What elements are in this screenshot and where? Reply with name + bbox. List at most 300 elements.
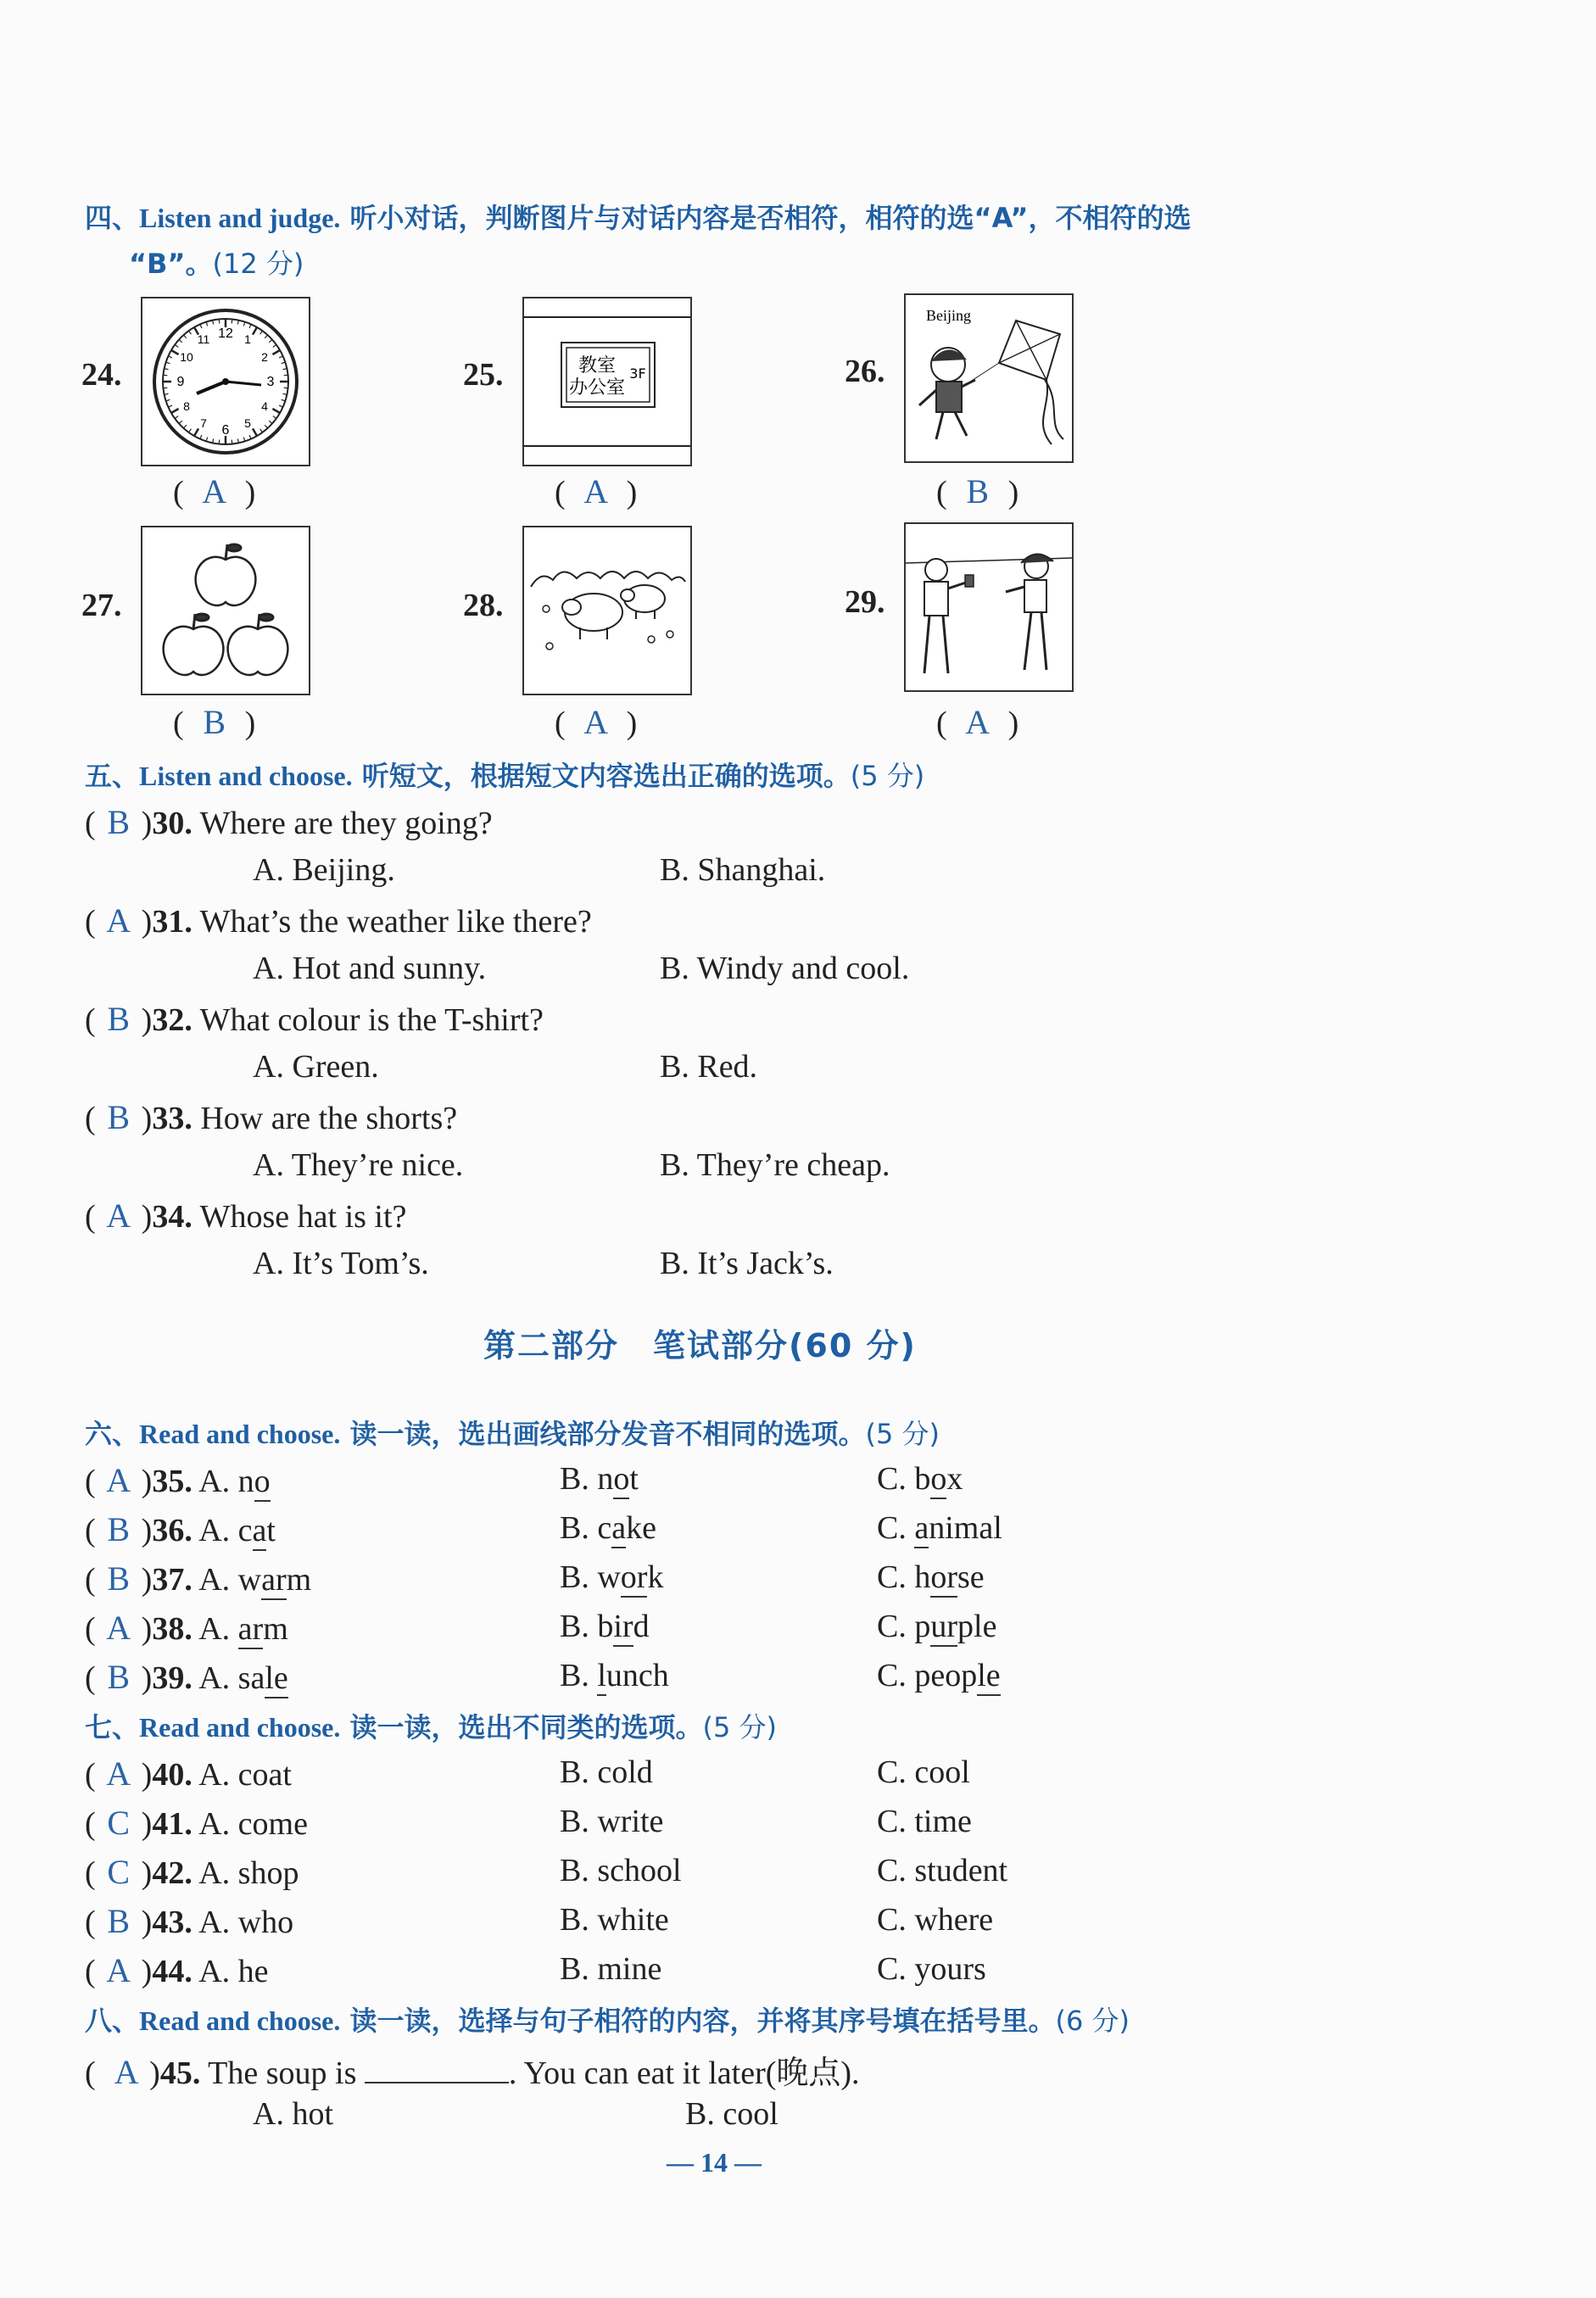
section-number: 六、: [85, 1418, 140, 1450]
answer-paren-close: ): [141, 1101, 153, 1136]
answer-paren-open: (: [85, 1464, 96, 1499]
kite-caption: Beijing: [926, 307, 971, 324]
option-text: B.: [560, 1658, 598, 1693]
option-a: A. who: [198, 1905, 294, 1940]
option-a: A. Green.: [253, 1049, 379, 1085]
underlined-letters: o: [930, 1461, 946, 1499]
picture-question-number: 25.: [463, 357, 504, 393]
question-text: Where are they going?: [199, 806, 493, 841]
clock-tick: [265, 335, 267, 338]
question-row: [85, 1608, 288, 1648]
answer-paren-open: (: [936, 706, 947, 741]
clock-tick: [166, 362, 170, 364]
answer-mark: C: [107, 1853, 130, 1891]
sign-line-2: 办公室: [568, 377, 626, 399]
option-b: [560, 1509, 656, 1547]
clock-tick: [243, 322, 245, 326]
answer-paren-open: (: [85, 1806, 96, 1842]
option-text: t: [266, 1513, 276, 1548]
answer-paren-close: ): [141, 1513, 153, 1548]
section-number: 五、: [85, 760, 140, 792]
option-text: A. n: [198, 1464, 254, 1499]
svg-text:8: 8: [183, 399, 190, 413]
question-row: [85, 1803, 308, 1843]
question-number: 45.: [159, 2055, 201, 2091]
clock-tick: [171, 350, 179, 354]
picture-28: [522, 526, 692, 695]
question-text: What’s the weather like there?: [199, 904, 592, 940]
question-row: [85, 999, 544, 1039]
question-row: [85, 1950, 269, 1990]
answer-paren-open: (: [173, 475, 184, 510]
question-row: [85, 1097, 457, 1137]
answer-paren-close: ): [626, 475, 638, 510]
option-text: t: [629, 1461, 639, 1497]
answer-paren-open: (: [85, 1757, 96, 1793]
section-title-en: Read and choose.: [139, 1419, 341, 1449]
section-4-heading-cont: [129, 243, 304, 282]
picture-answer: [936, 471, 1046, 511]
picture-25: [522, 297, 692, 466]
sign-line-1: 教室: [578, 355, 617, 376]
answer-paren-open: (: [555, 706, 566, 741]
question-number: 42.: [152, 1855, 193, 1891]
option-a: [198, 1611, 288, 1649]
answer-mark: A: [106, 1951, 131, 1989]
answer-mark: A: [114, 2053, 139, 2091]
clock-tick: [189, 331, 192, 334]
option-c: C. student: [877, 1853, 1008, 1888]
clock-tick: [179, 421, 182, 423]
clock-tick: [253, 327, 257, 335]
option-text: m: [286, 1562, 312, 1598]
clock-tick: [249, 435, 251, 439]
clock-tick: [171, 409, 179, 413]
answer-mark: A: [106, 1754, 131, 1793]
clock-icon: [142, 298, 309, 465]
clock-tick: [206, 322, 208, 326]
clock-tick: [279, 356, 283, 358]
svg-text:1: 1: [244, 332, 251, 346]
clock-tick: [284, 375, 288, 376]
option-text: B. w: [560, 1559, 621, 1595]
answer-mark: A: [106, 1461, 131, 1499]
clock-tick: [273, 416, 276, 419]
section-points: (5 分): [850, 760, 925, 792]
question-row: [85, 1852, 299, 1892]
svg-text:7: 7: [200, 416, 207, 430]
answer-mark: A: [202, 472, 227, 510]
picture-answer: [173, 471, 283, 511]
answer-paren-open: (: [85, 904, 96, 940]
option-a: A. They’re nice.: [253, 1147, 464, 1183]
option-text: A. w: [198, 1562, 262, 1598]
svg-text:4: 4: [261, 399, 268, 413]
question-row: [85, 1509, 276, 1549]
section-title-en: Read and choose.: [139, 2005, 341, 2036]
option-text: C. p: [877, 1609, 931, 1644]
option-text: ple: [957, 1609, 997, 1644]
underlined-letters: o: [254, 1464, 271, 1502]
question-number: 39.: [152, 1660, 193, 1696]
option-b: B. white: [560, 1902, 669, 1938]
section-points: (5 分): [702, 1711, 778, 1743]
answer-paren-close: ): [141, 1757, 153, 1793]
clock-tick: [175, 416, 178, 419]
sheep-icon: [524, 527, 690, 694]
section-instructions: 读一读，选出不同类的选项。: [349, 1711, 703, 1743]
question-text: Whose hat is it?: [199, 1199, 407, 1235]
option-b: [560, 1608, 650, 1645]
section-6-heading: [85, 1413, 940, 1452]
picture-question-number: 28.: [463, 588, 504, 623]
section-instructions: 听小对话，判断图片与对话内容是否相符，相符的选“A”，不相符的选: [349, 202, 1191, 234]
svg-text:3: 3: [266, 375, 275, 389]
section-points: (6 分): [1055, 2005, 1130, 2037]
option-b: B. Shanghai.: [660, 852, 826, 888]
option-text: se: [957, 1559, 985, 1595]
answer-paren-close: ): [141, 1464, 153, 1499]
question-row: [85, 1901, 293, 1941]
picture-question-number: 29.: [845, 584, 885, 620]
question-number: 44.: [152, 1954, 193, 1989]
option-text: C.: [877, 1510, 915, 1546]
picture-question-number: 26.: [845, 354, 885, 389]
answer-mark: B: [203, 703, 226, 741]
answer-paren-open: (: [85, 1660, 96, 1696]
picture-answer: [173, 702, 283, 742]
question-row: [85, 1559, 311, 1598]
option-a: A. shop: [198, 1855, 299, 1891]
answer-mark: A: [106, 1196, 131, 1235]
question-row: [85, 802, 493, 842]
question-number: 30.: [152, 806, 193, 841]
clock-tick: [183, 425, 186, 428]
apples-icon: [142, 527, 309, 694]
option-text: k: [647, 1559, 664, 1595]
answer-mark: A: [583, 703, 609, 741]
page-number: — 14 —: [667, 2147, 762, 2178]
option-a: [198, 1562, 311, 1600]
answer-paren-close: ): [141, 1806, 153, 1842]
clock-tick: [273, 345, 276, 348]
svg-text:2: 2: [261, 350, 268, 364]
question-number: 40.: [152, 1757, 193, 1793]
section-title-en: Listen and judge.: [139, 203, 341, 233]
picture-answer: [555, 471, 665, 511]
clock-tick: [253, 428, 257, 436]
option-text: nimal: [929, 1510, 1002, 1546]
underlined-letters: ir: [613, 1609, 633, 1647]
underlined-letters: o: [613, 1461, 629, 1499]
clock-tick: [168, 405, 172, 407]
underlined-letters: ar: [238, 1611, 264, 1649]
clock-tick: [200, 324, 202, 328]
underlined-letters: or: [930, 1559, 957, 1598]
underlined-letters: a: [253, 1513, 267, 1551]
question-number: 41.: [152, 1806, 193, 1842]
answer-paren-close: ): [244, 475, 256, 510]
clock-tick: [189, 429, 192, 432]
answer-mark: A: [106, 901, 131, 940]
clock-tick: [219, 319, 220, 323]
answer-paren-close: ): [141, 1954, 153, 1989]
clock-tick: [194, 428, 198, 436]
answer-paren-open: (: [85, 1199, 96, 1235]
answer-paren-close: ): [141, 1660, 153, 1696]
underlined-letters: or: [621, 1559, 648, 1598]
option-b: B. cold: [560, 1754, 653, 1790]
question-text-end: . You can eat it later(晚点).: [508, 2055, 860, 2091]
picture-29: [904, 522, 1074, 692]
option-b: B. It’s Jack’s.: [660, 1246, 834, 1281]
option-b: [560, 1657, 669, 1694]
section-5-heading: [85, 755, 924, 794]
option-b: [560, 1559, 663, 1596]
picture-answer: [555, 702, 665, 742]
option-a: A. Beijing.: [253, 852, 395, 888]
option-c: [877, 1460, 963, 1498]
clock-tick: [166, 399, 170, 401]
option-text: d: [633, 1609, 650, 1644]
question-number: 35.: [152, 1464, 193, 1499]
option-text: A. sa: [198, 1660, 265, 1696]
clock-tick: [260, 331, 263, 334]
answer-mark: C: [107, 1804, 130, 1842]
option-a: A. he: [198, 1954, 269, 1989]
clock-tick: [206, 438, 208, 442]
answer-paren-close: ): [141, 1199, 153, 1235]
answer-mark: B: [107, 1902, 130, 1940]
section-number: 四、: [85, 202, 140, 234]
answer-paren-open: (: [85, 1905, 96, 1940]
question-text-start: The soup is: [208, 2055, 357, 2091]
question-text: What colour is the T-shirt?: [199, 1002, 544, 1038]
answer-paren-open: (: [85, 1954, 96, 1989]
answer-paren-close: ): [1007, 475, 1019, 510]
option-a: [198, 1660, 288, 1698]
answer-paren-close: ): [141, 1855, 153, 1891]
section-points: (12 分): [212, 248, 304, 280]
underlined-letters: a: [914, 1510, 929, 1548]
answer-paren-close: ): [141, 1905, 153, 1940]
clock-tick: [279, 405, 283, 407]
option-b: B. Red.: [660, 1049, 758, 1085]
picture-question-number: 24.: [81, 357, 122, 393]
section-number: 八、: [85, 2005, 140, 2037]
question-number: 34.: [152, 1199, 193, 1235]
svg-text:9: 9: [176, 375, 185, 389]
option-text: A. c: [198, 1513, 253, 1548]
option-b: B. write: [560, 1804, 664, 1839]
option-c: C. cool: [877, 1754, 970, 1790]
answer-mark: B: [966, 472, 989, 510]
clock-tick: [265, 425, 267, 428]
svg-text:10: 10: [180, 350, 193, 364]
question-number: 33.: [152, 1101, 193, 1136]
answer-paren-close: ): [141, 1002, 153, 1038]
option-text: B. n: [560, 1461, 614, 1497]
option-text: B. c: [560, 1510, 612, 1546]
answer-paren-close: ): [141, 1611, 153, 1647]
picture-question-number: 27.: [81, 588, 122, 623]
clock-tick: [282, 362, 286, 364]
clock-tick: [243, 438, 245, 442]
svg-text:5: 5: [244, 416, 251, 430]
answer-paren-open: (: [85, 806, 96, 841]
section-instructions: 听短文，根据短文内容选出正确的选项。: [361, 760, 851, 792]
question-number: 38.: [152, 1611, 193, 1647]
question-number: 43.: [152, 1905, 193, 1940]
answer-mark: B: [107, 803, 130, 841]
section-title-en: Read and choose.: [139, 1712, 341, 1743]
part-2-points: (60 分): [789, 1327, 917, 1364]
answer-mark: B: [107, 1000, 130, 1038]
clock-tick: [200, 435, 202, 439]
answer-paren-close: ): [141, 806, 153, 841]
question-number: 32.: [152, 1002, 193, 1038]
question-row: [85, 1460, 271, 1500]
clock-tick: [219, 440, 220, 444]
section-4-heading: [85, 197, 1191, 236]
answer-paren-open: (: [85, 1562, 96, 1598]
answer-mark: B: [107, 1658, 130, 1696]
question-row: [85, 1657, 288, 1697]
answer-mark: B: [107, 1510, 130, 1548]
question-row: [85, 901, 592, 940]
section-instructions-cont: “B”。: [129, 248, 213, 280]
underlined-letters: a: [611, 1510, 626, 1548]
clock-tick: [282, 399, 286, 401]
option-a: A. It’s Tom’s.: [253, 1246, 429, 1281]
option-b: [560, 1460, 639, 1498]
question-row: [85, 1196, 406, 1235]
question-number: 37.: [152, 1562, 193, 1598]
answer-paren-close: ): [141, 1562, 153, 1598]
underlined-letters: ar: [261, 1562, 287, 1600]
svg-text:6: 6: [221, 423, 230, 438]
svg-text:11: 11: [197, 332, 210, 346]
question-number: 36.: [152, 1513, 193, 1548]
underlined-letters: l: [597, 1658, 606, 1696]
answer-paren-open: (: [85, 1513, 96, 1548]
answer-paren-open: (: [555, 475, 566, 510]
option-b: B. They’re cheap.: [660, 1147, 890, 1183]
clock-tick: [269, 421, 272, 423]
underlined-letters: ur: [930, 1609, 957, 1647]
section-8-heading: [85, 2000, 1130, 2039]
picture-answer: [936, 702, 1046, 742]
section-title-en: Listen and choose.: [139, 761, 353, 791]
answer-paren-close: ): [244, 706, 256, 741]
option-a: A. hot: [253, 2096, 333, 2132]
option-a: [198, 1464, 270, 1502]
clock-tick: [269, 339, 272, 342]
answer-paren-close: ): [626, 706, 638, 741]
underlined-letters: le: [977, 1658, 1000, 1696]
answer-mark: A: [965, 703, 991, 741]
option-c: [877, 1608, 996, 1645]
clock-tick: [168, 356, 172, 358]
option-c: [877, 1657, 1001, 1694]
section-instructions: 读一读，选出画线部分发音不相同的选项。: [349, 1418, 866, 1450]
option-c: C. time: [877, 1804, 972, 1839]
answer-paren-open: (: [85, 2055, 96, 2091]
option-c: C. yours: [877, 1951, 986, 1987]
answer-mark: B: [107, 1559, 130, 1598]
option-text: B. b: [560, 1609, 614, 1644]
option-text: unch: [605, 1658, 669, 1693]
option-b: B. mine: [560, 1951, 662, 1987]
answer-paren-close: ): [141, 904, 153, 940]
clock-tick: [163, 375, 167, 376]
section-points: (5 分): [865, 1418, 940, 1450]
option-c: [877, 1559, 985, 1596]
option-b: B. school: [560, 1853, 682, 1888]
question-45: [85, 2046, 860, 2093]
answer-mark: A: [583, 472, 609, 510]
part-2-title: [483, 1319, 917, 1366]
option-text: x: [946, 1461, 963, 1497]
option-a: A. come: [198, 1806, 308, 1842]
option-text: ke: [626, 1510, 656, 1546]
option-text: m: [263, 1611, 288, 1647]
section-7-heading: [85, 1706, 777, 1745]
svg-text:12: 12: [218, 326, 233, 341]
sign-icon: [524, 298, 690, 465]
answer-paren-close: ): [1007, 706, 1019, 741]
clock-tick: [260, 429, 263, 432]
clock-tick: [272, 350, 280, 354]
answer-paren-close: ): [149, 2055, 160, 2091]
option-c: [877, 1509, 1002, 1547]
answer-paren-open: (: [936, 475, 947, 510]
picture-24: [141, 297, 310, 466]
clock-tick: [272, 409, 280, 413]
kite-icon: [906, 295, 1072, 461]
option-a: A. Hot and sunny.: [253, 951, 487, 986]
answer-paren-open: (: [85, 1002, 96, 1038]
question-number: 31.: [152, 904, 193, 940]
option-text: A.: [198, 1611, 238, 1647]
option-b: B. cool: [685, 2096, 778, 2132]
picture-27: [141, 526, 310, 695]
answer-blank: [365, 2056, 509, 2083]
answer-mark: A: [106, 1609, 131, 1647]
option-text: C. peop: [877, 1658, 978, 1693]
clock-tick: [179, 339, 182, 342]
answer-mark: B: [107, 1098, 130, 1136]
answer-paren-open: (: [173, 706, 184, 741]
underlined-letters: le: [265, 1660, 287, 1698]
picture-26: [904, 293, 1074, 463]
answer-paren-open: (: [85, 1855, 96, 1891]
section-instructions: 读一读，选择与句子相符的内容，并将其序号填在括号里。: [349, 2005, 1056, 2037]
clock-tick: [249, 324, 251, 328]
section-number: 七、: [85, 1711, 140, 1743]
option-text: C. h: [877, 1559, 931, 1595]
option-c: C. where: [877, 1902, 994, 1938]
option-a: A. coat: [198, 1757, 292, 1793]
part-2-title-text: 第二部分 笔试部分: [483, 1327, 790, 1364]
answer-paren-open: (: [85, 1611, 96, 1647]
option-a: [198, 1513, 276, 1551]
question-row: [85, 1754, 292, 1793]
clock-tick: [183, 335, 186, 338]
option-text: C. b: [877, 1461, 931, 1497]
hikers-icon: [906, 524, 1072, 690]
sign-floor: 3F: [629, 365, 646, 382]
